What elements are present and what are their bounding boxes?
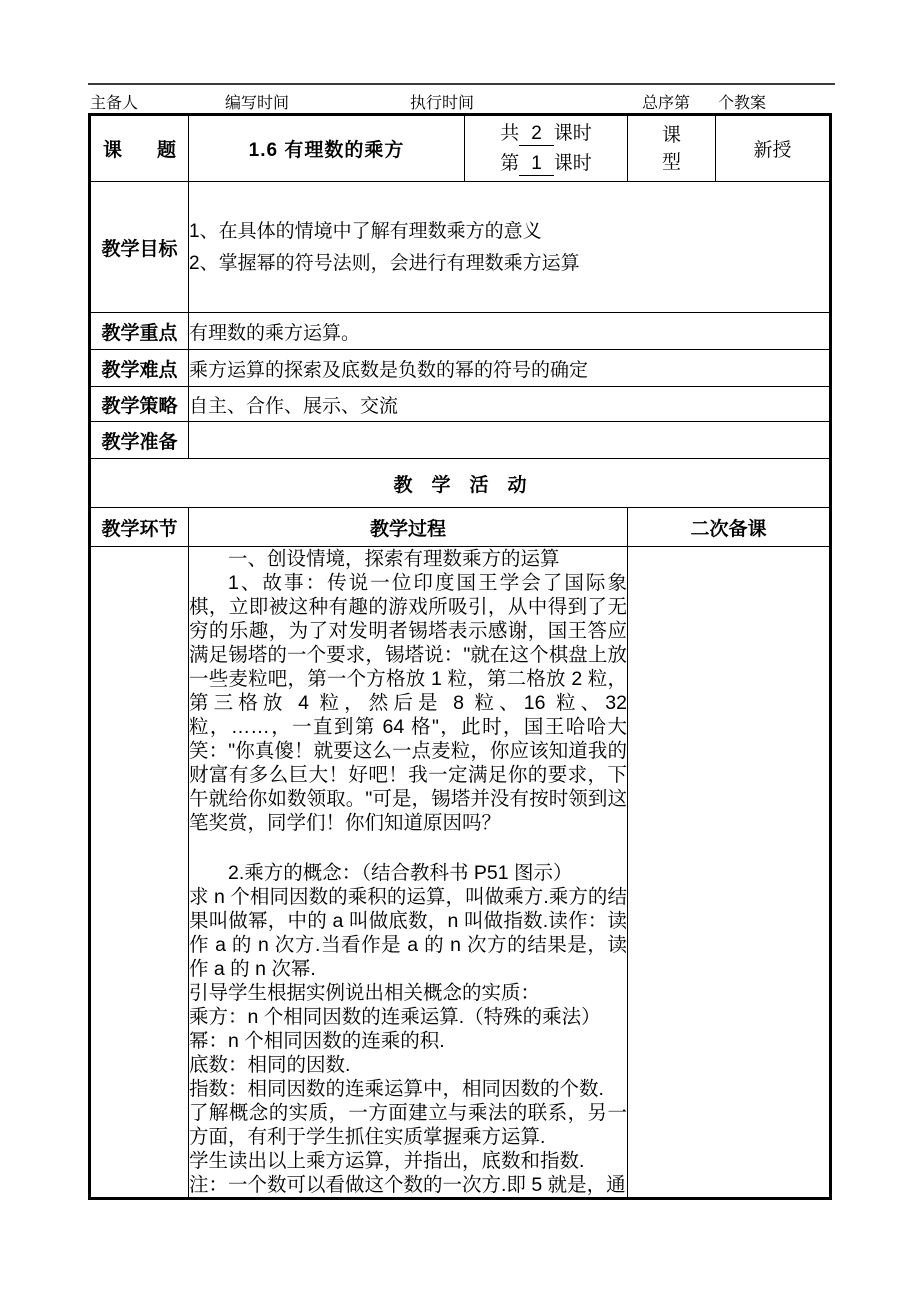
producer-label: 主备人 [90, 95, 139, 112]
periods-current-number: 1 [519, 153, 554, 176]
serial-prefix-label: 总序第 [642, 95, 691, 112]
goals-label: 教学目标 [90, 182, 189, 313]
lesson-type-label-cell [628, 115, 716, 182]
preparation-content [189, 422, 831, 459]
periods-cell [465, 115, 628, 182]
lesson-type-label-line2: 型 [661, 151, 681, 173]
process-paragraph: 注：一个数可以看做这个数的一次方.即 5 就是，通 [189, 1174, 626, 1196]
periods-current-suffix: 课时 [553, 152, 592, 174]
process-body-row [90, 547, 831, 1199]
difficulties-content: 乘方运算的探索及底数是负数的幂的符号的确定 [189, 350, 831, 387]
lesson-type-label-line1: 课 [661, 124, 681, 146]
strategy-row [90, 387, 831, 422]
process-paragraph: 求 n 个相同因数的乘积的运算，叫做乘方.乘方的结果叫做幂，中的 a 叫做底数，n 叫做指数.读作：读作 a 的 n 次方.当看作是 a 的 n 次方的结果是，读作 a 的 n 次幂. [189, 886, 627, 980]
key-points-content: 有理数的乘方运算。 [189, 313, 831, 350]
process-paragraph: 学生读出以上乘方运算，并指出，底数和指数. [189, 1150, 585, 1172]
strategy-content: 自主、合作、展示、交流 [189, 387, 831, 422]
process-paragraph: 一、创设情境，探索有理数乘方的运算 [228, 548, 560, 570]
serial-suffix-label: 个教案 [718, 95, 767, 112]
process-paragraph: 1、故事：传说一位印度国王学会了国际象棋，立即被这种有趣的游戏所吸引，从中得到了无穷的乐趣，为了对发明者锡塔表示感谢，国王答应满足锡塔的一个要求，锡塔说："就在这个棋盘上放一些麦粒吧，第一个方格放 1 粒，第二格放 2 粒，第三格放 4 粒，然后是 8 粒、16 粒、32 粒，……，一直到第 64 格"，此时，国王哈哈大笑："你真傻！就要这么一点麦粒，你应该知道我的财富有多么巨大！好吧！我一定满足你的要求，下午就给你如数领取。"可是，锡塔并没有按时领到这笔奖赏，同学们！你们知道原因吗？ [189, 572, 627, 834]
key-points-row [90, 313, 831, 350]
preparation-row [90, 422, 831, 459]
process-paragraph-spacer [189, 835, 627, 861]
activity-banner: 教 学 活 动 [90, 459, 831, 508]
periods-total [465, 119, 627, 149]
process-paragraph: 乘方：n 个相同因数的连乘运算.（特殊的乘法） [189, 1006, 601, 1028]
process-paragraph: 2.乘方的概念：（结合教科书 P51 图示） [228, 862, 573, 884]
key-points-label: 教学重点 [90, 313, 189, 350]
periods-total-suffix: 课时 [553, 122, 592, 144]
periods-total-prefix: 共 [500, 122, 520, 144]
periods-total-number: 2 [519, 123, 554, 146]
goals-row [90, 182, 831, 313]
second-prep-cell [628, 547, 831, 1199]
lesson-title: 1.6 有理数的乘方 [189, 115, 465, 182]
exec-time-label: 执行时间 [410, 95, 475, 112]
activity-banner-row [90, 459, 831, 508]
difficulties-label: 教学难点 [90, 350, 189, 387]
process-paragraph: 了解概念的实质，一方面建立与乘法的联系，另一方面，有利于学生抓住实质掌握乘方运算. [189, 1102, 627, 1148]
process-header-row [90, 508, 831, 547]
goal-item: 2、掌握幂的符号法则，会进行有理数乘方运算 [189, 252, 580, 274]
process-paragraph: 幂：n 个相同因数的连乘的积. [189, 1030, 445, 1052]
lesson-title-label: 课 题 [103, 140, 176, 161]
process-header: 教学过程 [189, 508, 628, 547]
write-time-label: 编写时间 [225, 95, 290, 112]
strategy-label: 教学策略 [90, 387, 189, 422]
goals-content [189, 182, 831, 313]
second-prep-header: 二次备课 [628, 508, 831, 547]
difficulties-row [90, 350, 831, 387]
preparation-label: 教学准备 [90, 422, 189, 459]
lesson-plan-table [88, 113, 832, 1200]
title-row [90, 115, 831, 182]
process-paragraph: 引导学生根据实例说出相关概念的实质： [189, 982, 541, 1004]
process-body-cell [189, 547, 628, 1199]
process-step-cell [90, 547, 189, 1199]
periods-current [465, 149, 627, 179]
goal-item: 1、在具体的情境中了解有理数乘方的意义 [189, 220, 542, 242]
process-step-header: 教学环节 [90, 508, 189, 547]
process-paragraph: 指数：相同因数的连乘运算中，相同因数的个数. [189, 1078, 604, 1100]
page-header [88, 83, 835, 113]
process-paragraph: 底数：相同的因数. [189, 1054, 351, 1076]
lesson-type-value: 新授 [716, 115, 831, 182]
lesson-title-label-cell [90, 115, 189, 182]
periods-current-prefix: 第 [500, 152, 520, 174]
